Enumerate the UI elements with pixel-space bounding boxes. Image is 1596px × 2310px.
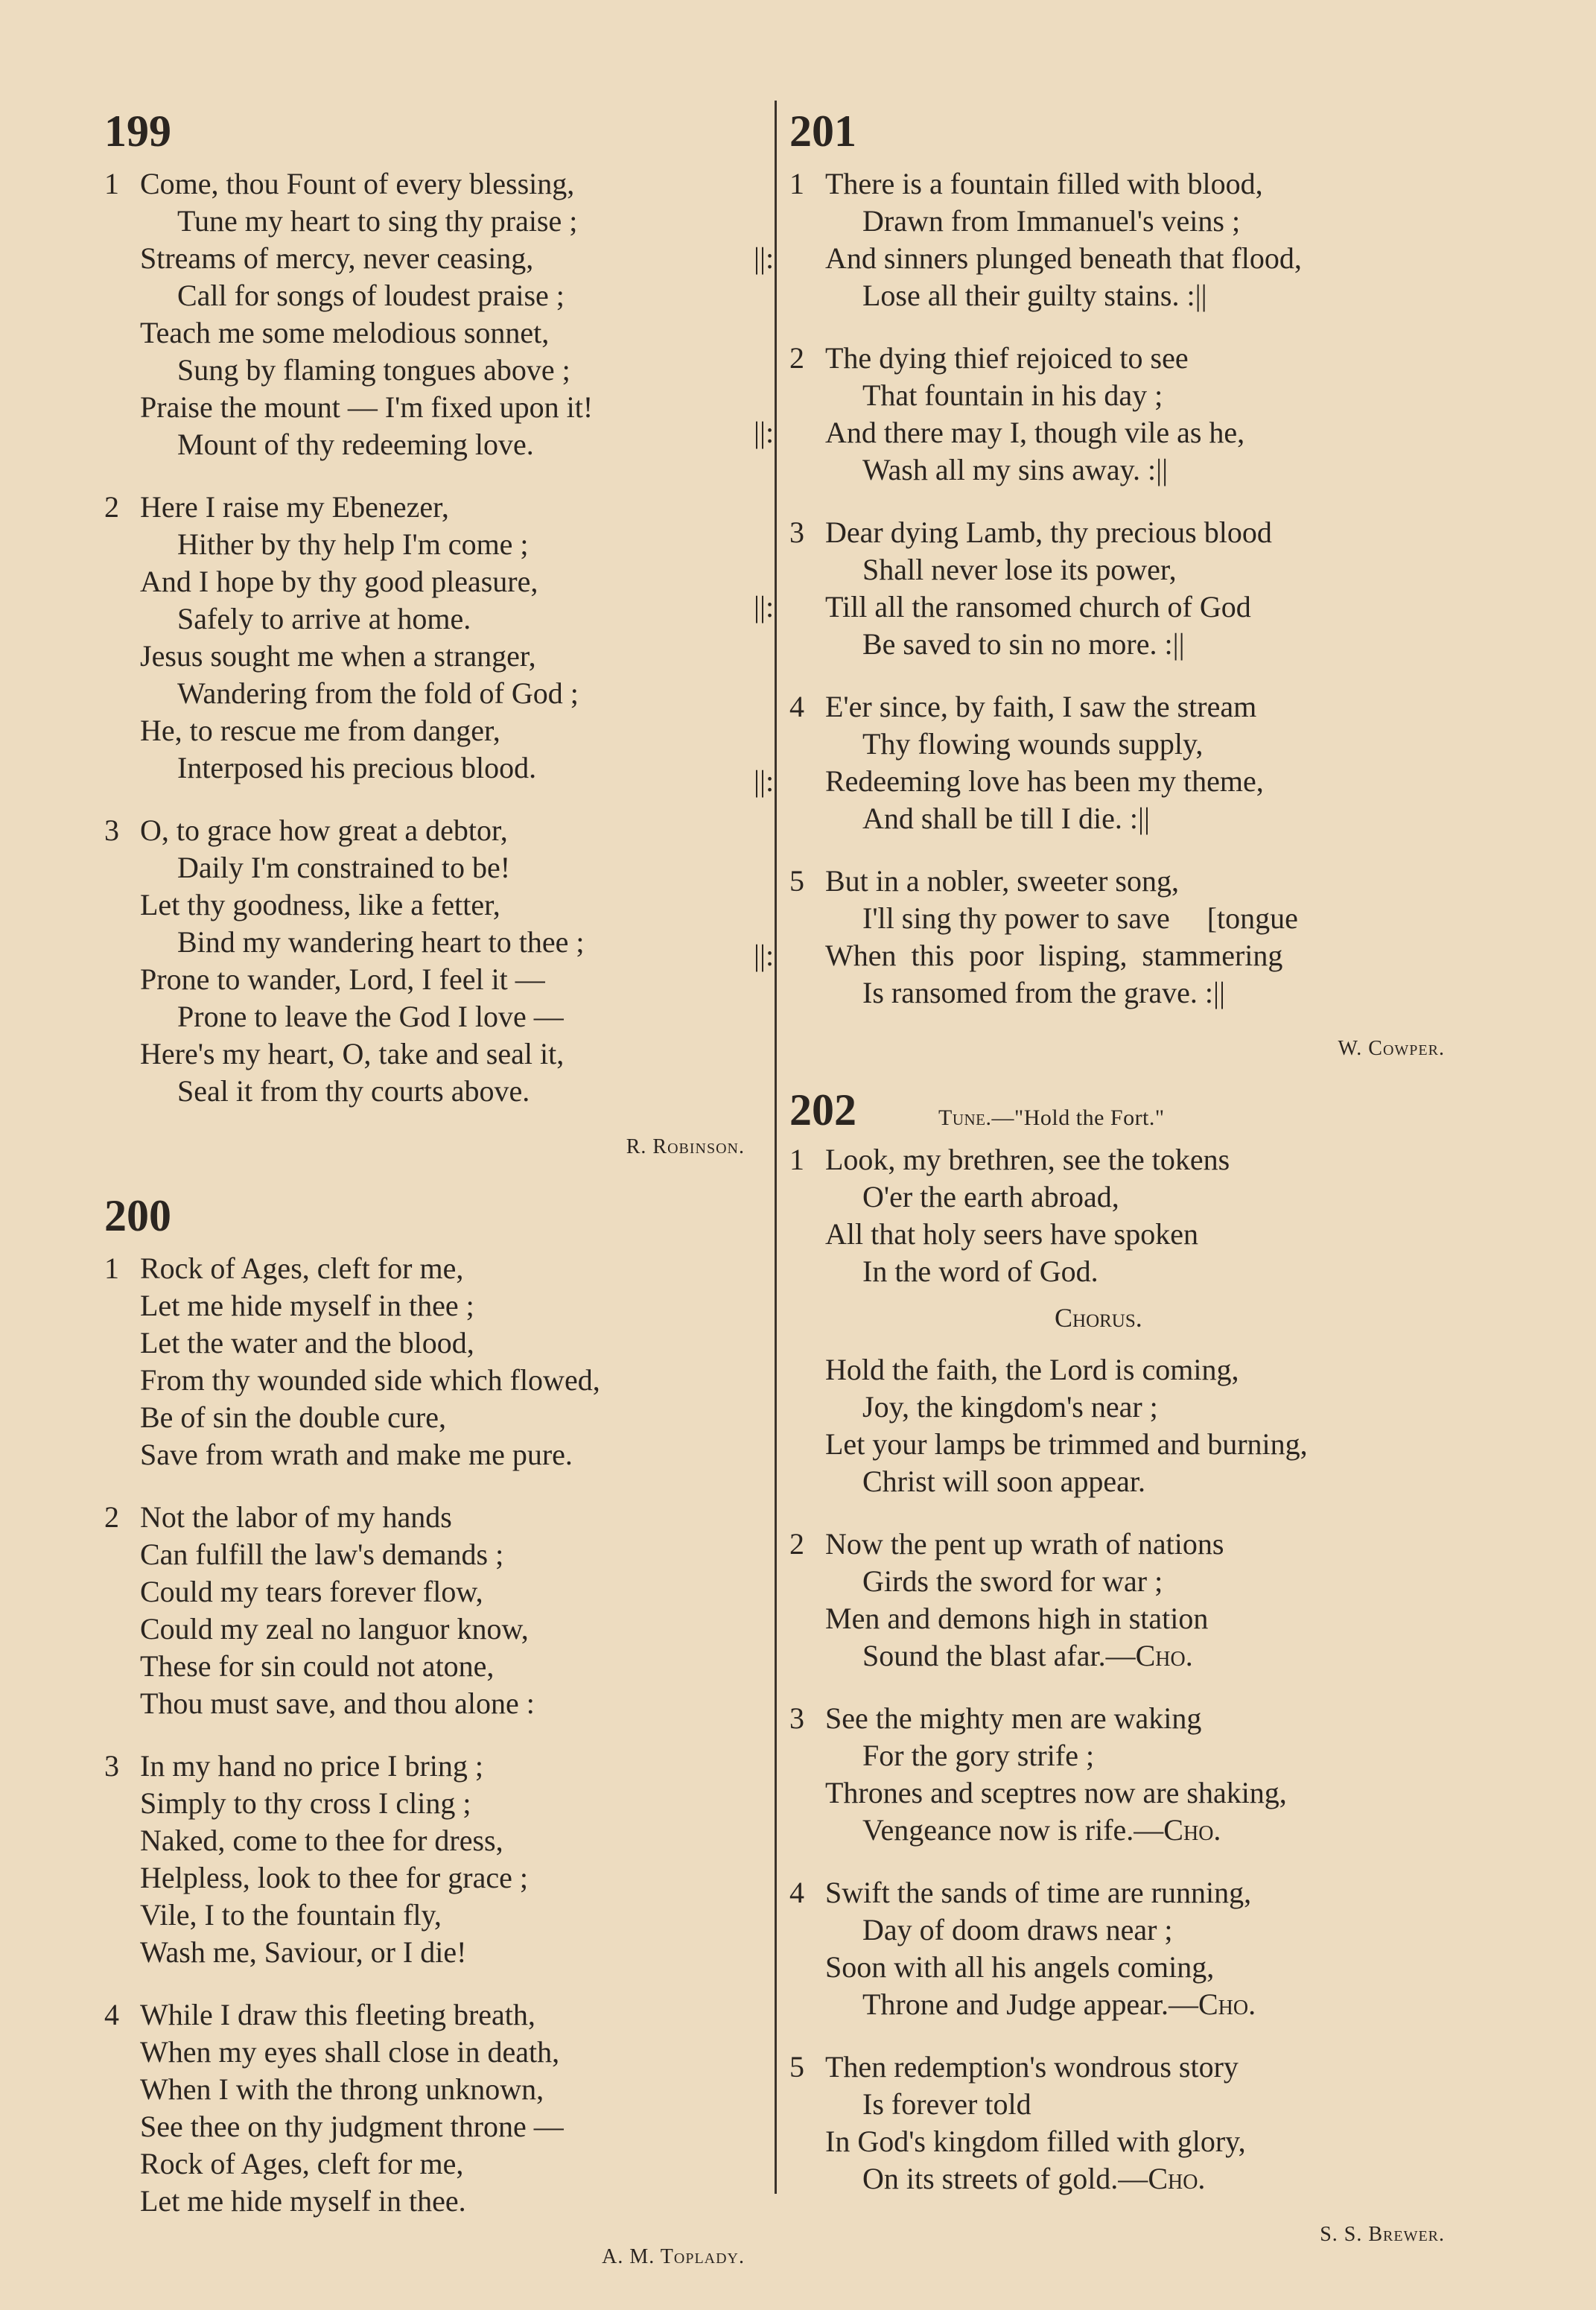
verse-line: All that holy seers have spoken <box>825 1217 1198 1251</box>
verse-line: And shall be till I die. :|| <box>862 802 1150 835</box>
hymn-header <box>789 1083 1445 1141</box>
verse-line: Thrones and sceptres now are shaking, <box>825 1776 1287 1809</box>
verse-line: There is a fountain filled with blood, <box>825 167 1263 200</box>
stanza-number: 1 <box>104 1251 119 1285</box>
hymn-author: R. Robinson. <box>626 1135 745 1158</box>
verse-line: Throne and Judge appear.—Cho. <box>862 1987 1256 2021</box>
repeat-mark: ||: <box>754 764 775 798</box>
verse-line: Can fulfill the law's demands ; <box>140 1538 504 1571</box>
verse-line: In God's kingdom filled with glory, <box>825 2125 1246 2158</box>
verse-line: Mount of thy redeeming love. <box>177 428 534 461</box>
verse-line: See the mighty men are waking <box>825 1701 1202 1735</box>
chorus-ref: Cho. <box>1148 2162 1206 2195</box>
verse-line: And I hope by thy good pleasure, <box>140 565 538 598</box>
tune-label: Tune.—"Hold the Fort." <box>938 1105 1165 1130</box>
stanza <box>789 1700 1445 1849</box>
stanza <box>104 812 745 1110</box>
verse-line: Here's my heart, O, take and seal it, <box>140 1037 565 1070</box>
verse-line: Look, my brethren, see the tokens <box>825 1143 1230 1176</box>
verse-line: When I with the throng unknown, <box>140 2072 544 2106</box>
verse-line: Come, thou Fount of every blessing, <box>140 167 575 200</box>
hymn-number: 201 <box>789 107 856 156</box>
stanza-number: 2 <box>789 341 804 375</box>
verse-line: Bind my wandering heart to thee ; <box>177 925 585 959</box>
stanza <box>104 1996 745 2220</box>
stanza-number: 1 <box>104 167 119 200</box>
stanza-number: 4 <box>104 1998 119 2031</box>
verse-line: But in a nobler, sweeter song, <box>825 864 1179 898</box>
chorus-ref: Cho. <box>1198 1987 1256 2021</box>
verse-line: That fountain in his day ; <box>862 378 1163 412</box>
repeat-mark: ||: <box>754 241 775 275</box>
verse-line: Men and demons high in station <box>825 1602 1209 1635</box>
hymn-number: 202 <box>789 1085 856 1135</box>
verse-line: Drawn from Immanuel's veins ; <box>862 204 1241 238</box>
verse-line: Shall never lose its power, <box>862 553 1177 586</box>
verse-line: Rock of Ages, cleft for me, <box>140 1251 464 1285</box>
verse-line: Interposed his precious blood. <box>177 751 537 784</box>
verse-line: Seal it from thy courts above. <box>177 1074 530 1108</box>
stanza-number: 2 <box>104 490 119 524</box>
verse-line: While I draw this fleeting breath, <box>140 1998 535 2031</box>
left-column <box>104 104 745 2299</box>
stanza <box>104 489 745 787</box>
verse-line: He, to rescue me from danger, <box>140 714 500 747</box>
repeat-mark: ||: <box>754 590 775 623</box>
hymn-author: W. Cowper. <box>1338 1037 1445 1060</box>
hymn-199 <box>104 104 745 1159</box>
repeat-mark: ||: <box>754 939 775 972</box>
verse-line: Be saved to sin no more. :|| <box>862 627 1185 661</box>
stanza <box>789 1874 1445 2023</box>
verse-line: Day of doom draws near ; <box>862 1913 1173 1946</box>
verse-line: E'er since, by faith, I saw the stream <box>825 690 1257 723</box>
verse-line: Be of sin the double cure, <box>140 1400 446 1434</box>
verse-line: Naked, come to thee for dress, <box>140 1824 503 1857</box>
verse-line: See thee on thy judgment throne — <box>140 2110 564 2143</box>
verse-line: These for sin could not atone, <box>140 1649 495 1683</box>
hymn-201 <box>754 104 1445 1061</box>
hymn-number: 200 <box>104 1191 171 1240</box>
verse-line: Call for songs of loudest praise ; <box>177 279 565 312</box>
stanza <box>789 2049 1445 2198</box>
hymn-number: 199 <box>104 107 171 156</box>
stanza-number: 1 <box>789 167 804 200</box>
stanza-number: 3 <box>789 515 804 549</box>
hymn-200 <box>104 1189 745 2269</box>
verse-line: Vile, I to the fountain fly, <box>140 1898 442 1932</box>
stanza-number: 3 <box>104 813 119 847</box>
stanza-number: 2 <box>104 1500 119 1534</box>
verse-line: Let the water and the blood, <box>140 1326 474 1359</box>
right-column <box>754 104 1445 2276</box>
stanza <box>754 340 1445 489</box>
verse-line: Let thy goodness, like a fetter, <box>140 888 500 921</box>
verse-line: From thy wounded side which flowed, <box>140 1363 600 1397</box>
verse-line: For the gory strife ; <box>862 1739 1095 1772</box>
verse-line: Soon with all his angels coming, <box>825 1950 1215 1984</box>
verse-line: On its streets of gold.—Cho. <box>862 2162 1206 2195</box>
verse-line: ||: And there may I, though vile as he, <box>789 414 1445 451</box>
verse-line: I'll sing thy power to save [tongue <box>862 901 1298 935</box>
verse-line: When my eyes shall close in death, <box>140 2035 560 2069</box>
chorus-heading: Chorus. <box>1055 1303 1142 1333</box>
verse-line: Simply to thy cross I cling ; <box>140 1786 471 1820</box>
verse-line: Teach me some melodious sonnet, <box>140 316 550 349</box>
stanza-number: 1 <box>789 1143 804 1176</box>
verse-line: O'er the earth abroad, <box>862 1180 1119 1213</box>
stanza-number: 4 <box>789 1876 804 1909</box>
stanza-number: 2 <box>789 1527 804 1561</box>
verse-line: Hither by thy help I'm come ; <box>177 527 529 561</box>
verse-line: Wandering from the fold of God ; <box>177 676 579 710</box>
verse-line: Helpless, look to thee for grace ; <box>140 1861 528 1894</box>
verse-line: Here I raise my Ebenezer, <box>140 490 449 524</box>
verse-line: Daily I'm constrained to be! <box>177 851 511 884</box>
verse-line: Jesus sought me when a stranger, <box>140 639 536 673</box>
stanza-number: 5 <box>789 864 804 898</box>
verse-line: Prone to wander, Lord, I feel it — <box>140 962 545 996</box>
verse-line: Dear dying Lamb, thy precious blood <box>825 515 1272 549</box>
column-divider <box>775 101 777 2194</box>
verse-line: Sound the blast afar.—Cho. <box>862 1639 1193 1672</box>
stanza <box>754 688 1445 837</box>
verse-line: Not the labor of my hands <box>140 1500 452 1534</box>
verse-line: Praise the mount — I'm fixed upon it! <box>140 390 594 424</box>
verse-line: ||: Till all the ransomed church of God <box>789 588 1445 626</box>
verse-line: Safely to arrive at home. <box>177 602 471 635</box>
stanza <box>754 514 1445 663</box>
verse-line: Lose all their guilty stains. :|| <box>862 279 1207 312</box>
verse-line: In my hand no price I bring ; <box>140 1749 483 1783</box>
stanza <box>754 863 1445 1012</box>
verse-line: Could my zeal no languor know, <box>140 1612 529 1646</box>
verse-line: O, to grace how great a debtor, <box>140 813 508 847</box>
verse-line: Sung by flaming tongues above ; <box>177 353 570 387</box>
hymn-202 <box>789 1083 1445 2247</box>
verse-line: ||: Redeeming love has been my theme, <box>789 763 1445 800</box>
verse-line: ||: And sinners plunged beneath that flood, <box>789 240 1445 277</box>
stanza <box>104 1748 745 1971</box>
verse-line: Is forever told <box>862 2087 1031 2121</box>
verse-line: Joy, the kingdom's near ; <box>862 1390 1158 1424</box>
hymn-author: A. M. Toplady. <box>602 2245 745 2268</box>
verse-line: Save from wrath and make me pure. <box>140 1438 573 1471</box>
verse-line: Tune my heart to sing thy praise ; <box>177 204 578 238</box>
stanza <box>104 1250 745 1473</box>
verse-line: In the word of God. <box>862 1254 1099 1288</box>
verse-line: ||: When this poor lisping, stammering <box>789 937 1445 974</box>
verse-line: Now the pent up wrath of nations <box>825 1527 1224 1561</box>
verse-line: Thou must save, and thou alone : <box>140 1687 535 1720</box>
verse-line: Wash all my sins away. :|| <box>862 453 1169 486</box>
chorus-ref: Cho. <box>1135 1639 1193 1672</box>
chorus <box>789 1351 1445 1500</box>
verse-line: Let me hide myself in thee ; <box>140 1289 474 1322</box>
stanza-number: 3 <box>789 1701 804 1735</box>
stanza-number: 3 <box>104 1749 119 1783</box>
verse-line: Then redemption's wondrous story <box>825 2050 1239 2084</box>
verse-line: Wash me, Saviour, or I die! <box>140 1935 467 1969</box>
stanza <box>789 1526 1445 1675</box>
verse-line: The dying thief rejoiced to see <box>825 341 1189 375</box>
stanza <box>789 1141 1445 1290</box>
verse-line: Is ransomed from the grave. :|| <box>862 976 1225 1009</box>
verse-line: Hold the faith, the Lord is coming, <box>825 1353 1239 1386</box>
stanza-number: 5 <box>789 2050 804 2084</box>
verse-line: Prone to leave the God I love — <box>177 1000 564 1033</box>
verse-line: Vengeance now is rife.—Cho. <box>862 1813 1221 1847</box>
verse-line: Streams of mercy, never ceasing, <box>140 241 534 275</box>
repeat-mark: ||: <box>754 416 775 449</box>
verse-line: Rock of Ages, cleft for me, <box>140 2147 464 2180</box>
verse-line: Christ will soon appear. <box>862 1465 1145 1498</box>
verse-line: Swift the sands of time are running, <box>825 1876 1252 1909</box>
hymn-author: S. S. Brewer. <box>1320 2223 1445 2246</box>
stanza <box>104 165 745 463</box>
chorus-ref: Cho. <box>1163 1813 1221 1847</box>
stanza-number: 4 <box>789 690 804 723</box>
verse-line: Could my tears forever flow, <box>140 1575 483 1608</box>
stanza <box>754 165 1445 314</box>
verse-line: Let me hide myself in thee. <box>140 2184 466 2218</box>
verse-line: Girds the sword for war ; <box>862 1564 1163 1598</box>
verse-line: Thy flowing wounds supply, <box>862 727 1204 761</box>
stanza <box>104 1499 745 1722</box>
verse-line: Let your lamps be trimmed and burning, <box>825 1427 1308 1461</box>
